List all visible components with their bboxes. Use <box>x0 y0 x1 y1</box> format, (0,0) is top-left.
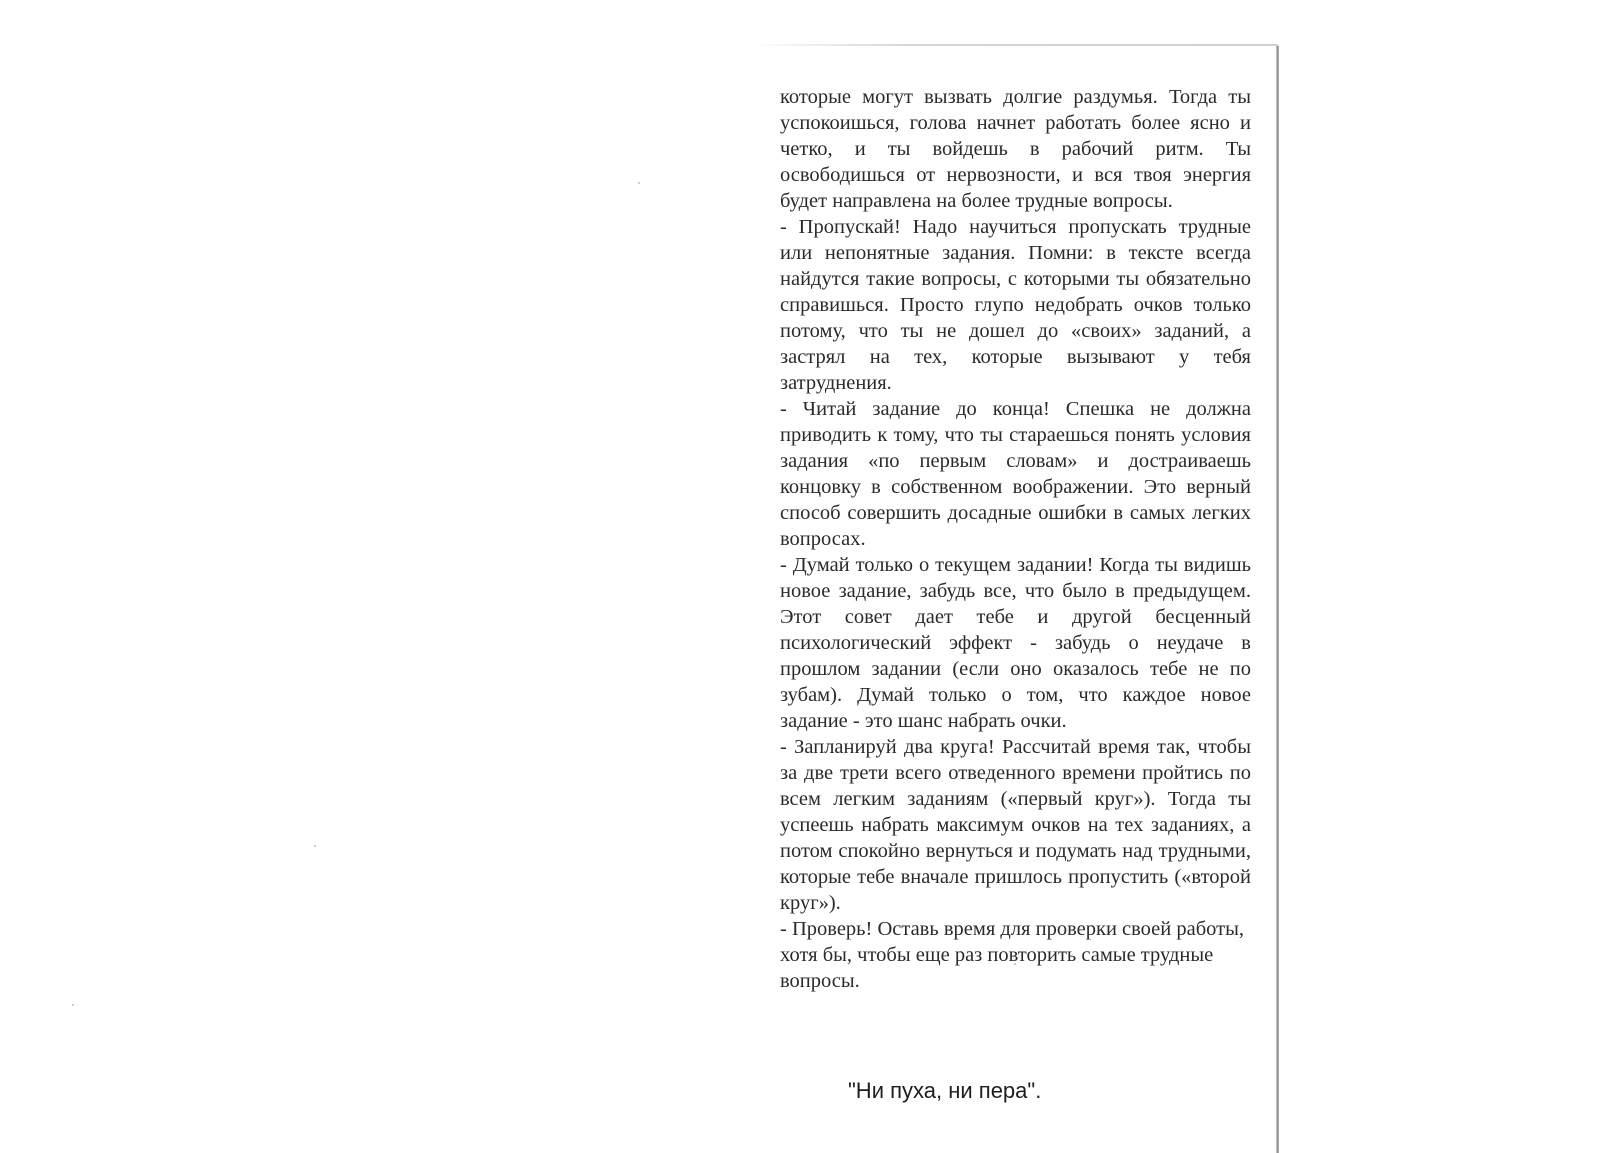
paragraph-check: - Проверь! Оставь время для проверки своей работы, хотя бы, чтобы еще раз повторить самые трудные вопросы. <box>780 918 1244 992</box>
scan-speck <box>72 1004 74 1006</box>
paragraph-read-to-end: - Читай задание до конца! Спешка не должна приводить к тому, что ты стараешься понять условия задания «по первым словам» и достраиваешь концовку в собственном воображении. Это верный способ совершить досадные ошибки в самых легких вопросах. <box>780 398 1251 550</box>
paper-top-edge <box>748 44 1278 46</box>
scan-speck <box>638 182 640 184</box>
paragraph-two-rounds: - Запланируй два круга! Рассчитай время так, чтобы за две трети всего отведенного времени пройтись по всем легким заданиям («первый круг»). Тогда ты успеешь набрать максимум очков на тех заданиях, а потом спокойно вернуться и подумать над трудными, которые тебе вначале пришлось пропустить («второй круг»). <box>780 736 1251 914</box>
paragraph-continuation: которые могут вызвать долгие раздумья. Тогда ты успокоишься, голова начнет работать более ясно и четко, и ты войдешь в рабочий ритм. Ты освободишься от нервозности, и вся твоя энергия будет направлена на более трудные вопросы. <box>780 86 1251 212</box>
body-text <box>780 84 1251 994</box>
paper-right-edge <box>1276 46 1279 1153</box>
scan-speck <box>314 845 316 847</box>
paragraph-current-task: - Думай только о текущем задании! Когда ты видишь новое задание, забудь все, что было в предыдущем. Этот совет дает тебе и другой бесценный психологический эффект - забудь о неудаче в прошлом задании (если оно оказалось тебе не по зубам). Думай только о том, что каждое новое задание - это шанс набрать очки. <box>780 554 1251 732</box>
paragraph-skip: - Пропускай! Надо научиться пропускать трудные или непонятные задания. Помни: в тексте всегда найдутся такие вопросы, с которыми ты обязательно справишься. Просто глупо недобрать очков только потому, что ты не дошел до «своих» заданий, а застрял на тех, которые вызывают у тебя затруднения. <box>780 216 1251 394</box>
closing-wish: "Ни пуха, ни пера". <box>848 1078 1042 1103</box>
